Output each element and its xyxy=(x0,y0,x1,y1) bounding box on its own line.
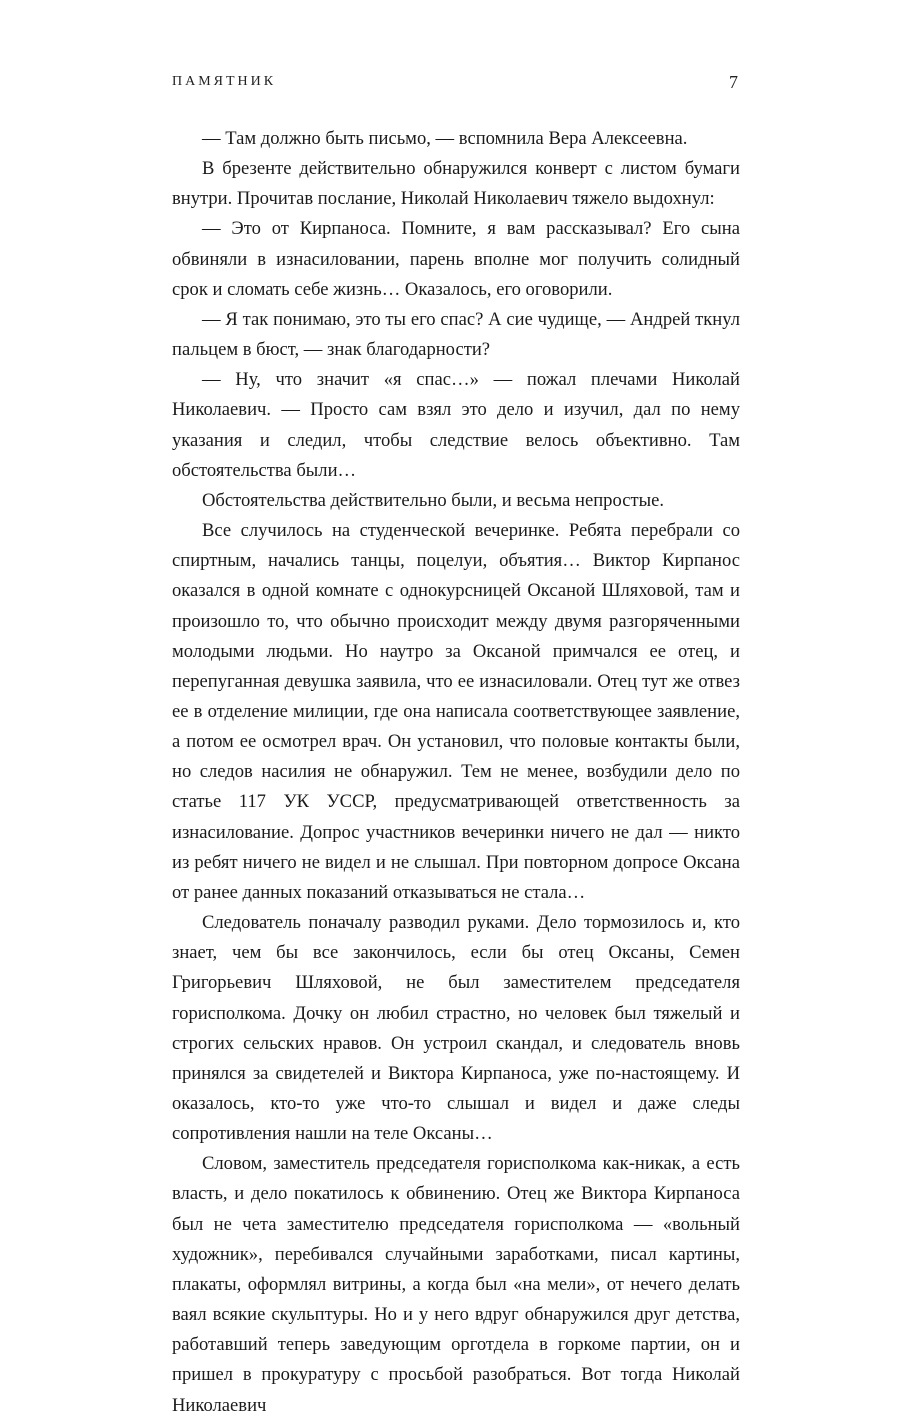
paragraph: Обстоятельства действительно были, и весьма непростые. xyxy=(202,489,664,511)
paragraph: — Ну, что значит «я спас…» — пожал плечами Николай Николаевич. — Просто сам взял это дело и изучил, дал по нему указания и следил, чтобы следствие велось объективно. Там обстоятельства были… xyxy=(172,369,740,481)
running-title: ПАМЯТНИК xyxy=(172,74,277,89)
page-number: 7 xyxy=(729,72,738,92)
paragraph: — Это от Кирпаноса. Помните, я вам рассказывал? Его сына обвиняли в изнасиловании, парень вполне мог получить солидный срок и сломать себе жизнь… Оказалось, его оговорили. xyxy=(172,218,740,300)
paragraph: — Я так понимаю, это ты его спас? А сие чудище, — Андрей ткнул пальцем в бюст, — знак благодарности? xyxy=(172,308,740,361)
paragraph: Следователь поначалу разводил руками. Дело тормозилось и, кто знает, чем бы все закончилось, если бы отец Оксаны, Семен Григорьевич Шляховой, не был заместителем председателя горисполкома. Дочку он любил страстно, но человек был тяжелый и строгих сельских нравов. Он устроил скандал, и следователь вновь принялся за свидетелей и Виктора Кирпаноса, уже по-настоящему. И оказалось, кто-то уже что-то слышал и видел и даже следы сопротивления нашли на теле Оксаны… xyxy=(172,912,740,1145)
body-text xyxy=(172,124,740,1421)
paragraph: В брезенте действительно обнаружился конверт с листом бумаги внутри. Прочитав послание, Николай Николаевич тяжело выдохнул: xyxy=(172,158,740,210)
paragraph: Словом, заместитель председателя горисполкома как-никак, а есть власть, и дело покатилось к обвинению. Отец же Виктора Кирпаноса был не чета заместителю председателя горисполкома — «вольный художник», перебивался случайными заработками, писал картины, плакаты, оформлял витрины, а когда был «на мели», от нечего делать ваял всякие скульптуры. Но и у него вдруг обнаружился друг детства, работавший теперь заведующим орготдела в горкоме партии, он и пришел в прокуратуру с просьбой разобраться. Вот тогда Николай Николаевич xyxy=(172,1153,740,1416)
paragraph: — Там должно быть письмо, — вспомнила Вера Алексеевна. xyxy=(202,128,688,149)
paragraph: Все случилось на студенческой вечеринке. Ребята перебрали со спиртным, начались танцы, поцелуи, объятия… Виктор Кирпанос оказался в одной комнате с однокурсницей Оксаной Шляховой, там и произошло то, что обычно происходит между двумя разгоряченными молодыми людьми. Но наутро за Оксаной примчался ее отец, и перепуганная девушка заявила, что ее изнасиловали. Отец тут же отвез ее в отделение милиции, где она написала соответствующее заявление, а потом ее осмотрел врач. Он установил, что половые контакты были, но следов насилия не обнаружил. Тем не менее, возбудили дело по статье 117 УК УССР, предусматривающей ответственность за изнасилование. Допрос участников вечеринки ничего не дал — никто из ребят ничего не видел и не слышал. При повторном допросе Оксана от ранее данных показаний отказываться не стала… xyxy=(172,520,740,903)
